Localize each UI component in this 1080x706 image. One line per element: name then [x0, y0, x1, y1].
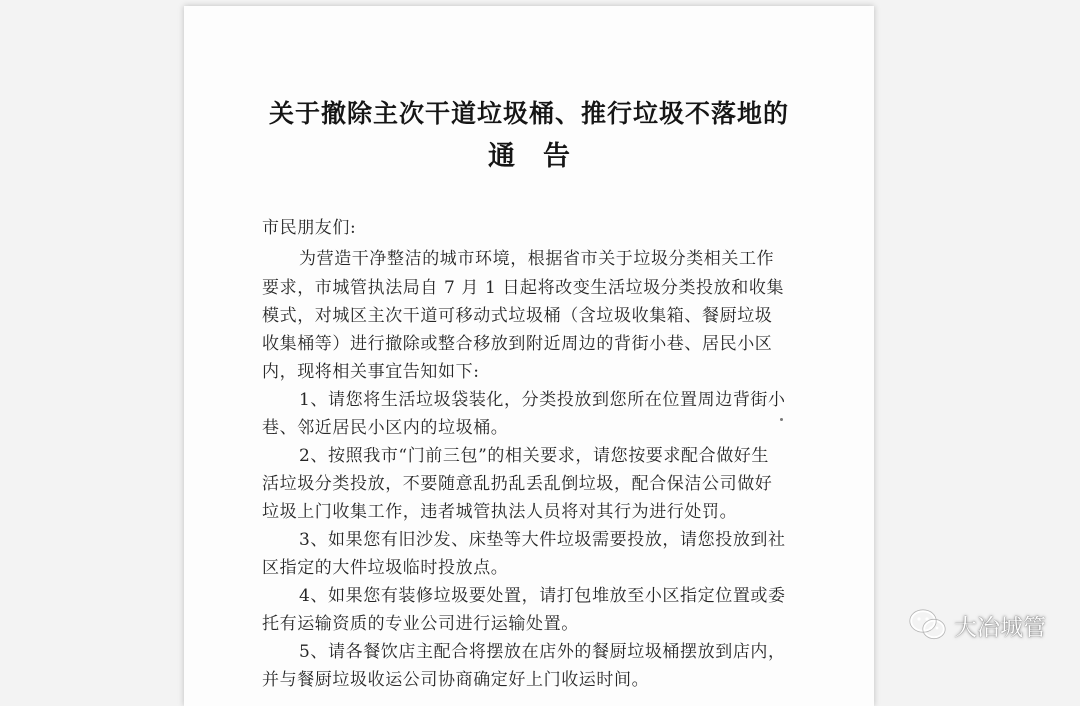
- paragraph-line: 3、如果您有旧沙发、床垫等大件垃圾需要投放，请您投放到社: [299, 530, 786, 550]
- paragraph-line: 收集桶等）进行撤除或整合移放到附近周边的背街小巷、居民小区: [262, 334, 773, 354]
- watermark: [908, 608, 1046, 642]
- paragraph-line: 为营造干净整洁的城市环境，根据省市关于垃圾分类相关工作: [299, 249, 775, 269]
- paragraph-line: 巷、邻近居民小区内的垃圾桶。: [262, 418, 509, 438]
- paragraph-line: 5、请各餐饮店主配合将摆放在店外的餐厨垃圾桶摆放到店内，: [299, 642, 786, 662]
- watermark-text: 大冶城管: [954, 614, 1046, 641]
- paragraph-line: 区指定的大件垃圾临时投放点。: [262, 558, 509, 578]
- paragraph-line: 要求，市城管执法局自 7 月 1 日起将改变生活垃圾分类投放和收集: [262, 278, 785, 298]
- paragraph-line: 1、请您将生活垃圾袋装化，分类投放到您所在位置周边背街小: [299, 390, 786, 410]
- notice-title: 关于撤除主次干道垃圾桶、推行垃圾不落地的: [268, 99, 789, 128]
- paragraph-line: 内，现将相关事宜告知如下:: [262, 362, 480, 382]
- paragraph-line: 活垃圾分类投放，不要随意乱扔乱丢乱倒垃圾，配合保洁公司做好: [262, 474, 773, 494]
- paragraph-line: 模式，对城区主次干道可移动式垃圾桶（含垃圾收集箱、餐厨垃圾: [262, 306, 773, 326]
- scan-speck: [780, 418, 783, 421]
- greeting: 市民朋友们:: [262, 218, 357, 238]
- wechat-icon: [908, 608, 948, 642]
- paragraph-line: 托有运输资质的专业公司进行运输处置。: [262, 614, 579, 634]
- paragraph-line: 2、按照我市“门前三包”的相关要求，请您按要求配合做好生: [299, 446, 769, 466]
- notice-subtitle: 通告: [488, 141, 598, 172]
- paragraph-line: 4、如果您有装修垃圾要处置，请打包堆放至小区指定位置或委: [299, 586, 786, 606]
- document-page: [184, 6, 874, 706]
- paragraph-line: 垃圾上门收集工作，违者城管执法人员将对其行为进行处罚。: [262, 502, 738, 522]
- paragraph-line: 并与餐厨垃圾收运公司协商确定好上门收运时间。: [262, 670, 650, 690]
